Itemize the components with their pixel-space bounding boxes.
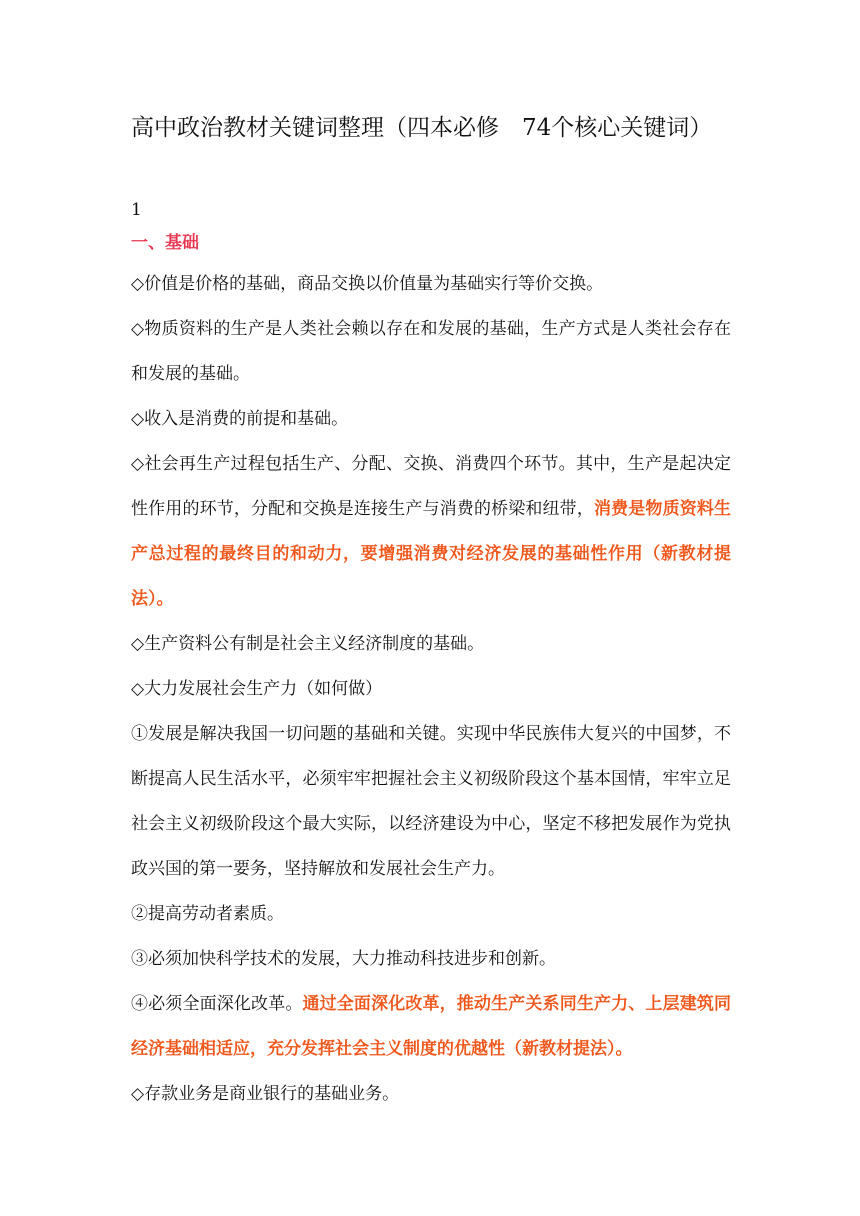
paragraph: ◇大力发展社会生产力（如何做） <box>131 679 383 699</box>
paragraph: ◇社会再生产过程包括生产、分配、交换、消费四个环节。其中，生产是起决定性作用的环节，分配和交换是连接生产与消费的桥梁和纽带，消费是物质资料生产总过程的最终目的和动力，要增强消费对经济发展的基础性作用（新教材提法）。 <box>131 454 732 609</box>
document-title: 高中政治教材关键词整理（四本必修 74个核心关键词） <box>131 115 713 141</box>
paragraph: ◇存款业务是商业银行的基础业务。 <box>131 1084 400 1104</box>
paragraph: ◇生产资料公有制是社会主义经济制度的基础。 <box>131 634 485 654</box>
highlighted-text: 消费是物质资料生产总过程的最终目的和动力，要增强消费对经济发展的基础性作用（新教材提法）。 <box>131 499 732 609</box>
paragraph: ②提高劳动者素质。 <box>131 904 284 924</box>
paragraph: ④必须全面深化改革。通过全面深化改革，推动生产关系同生产力、上层建筑同经济基础相适应，充分发挥社会主义制度的优越性（新教材提法）。 <box>131 994 732 1059</box>
paragraph: ③必须加快科学技术的发展，大力推动科技进步和创新。 <box>131 949 556 969</box>
section-number: 1 <box>131 200 142 220</box>
paragraph: ◇价值是价格的基础，商品交换以价值量为基础实行等价交换。 <box>131 274 604 294</box>
paragraph: ◇收入是消费的前提和基础。 <box>131 409 349 429</box>
paragraph: ◇物质资料的生产是人类社会赖以存在和发展的基础，生产方式是人类社会存在和发展的基础。 <box>131 319 731 384</box>
paragraph: ①发展是解决我国一切问题的基础和关键。实现中华民族伟大复兴的中国梦，不断提高人民生活水平，必须牢牢把握社会主义初级阶段这个基本国情，牢牢立足社会主义初级阶段这个最大实际，以经济建设为中心，坚定不移把发展作为党执政兴国的第一要务，坚持解放和发展社会生产力。 <box>131 724 731 879</box>
document-body <box>131 262 731 1117</box>
section-heading: 一、基础 <box>131 233 199 253</box>
highlighted-text: 通过全面深化改革，推动生产关系同生产力、上层建筑同经济基础相适应，充分发挥社会主义制度的优越性（新教材提法）。 <box>131 994 732 1059</box>
